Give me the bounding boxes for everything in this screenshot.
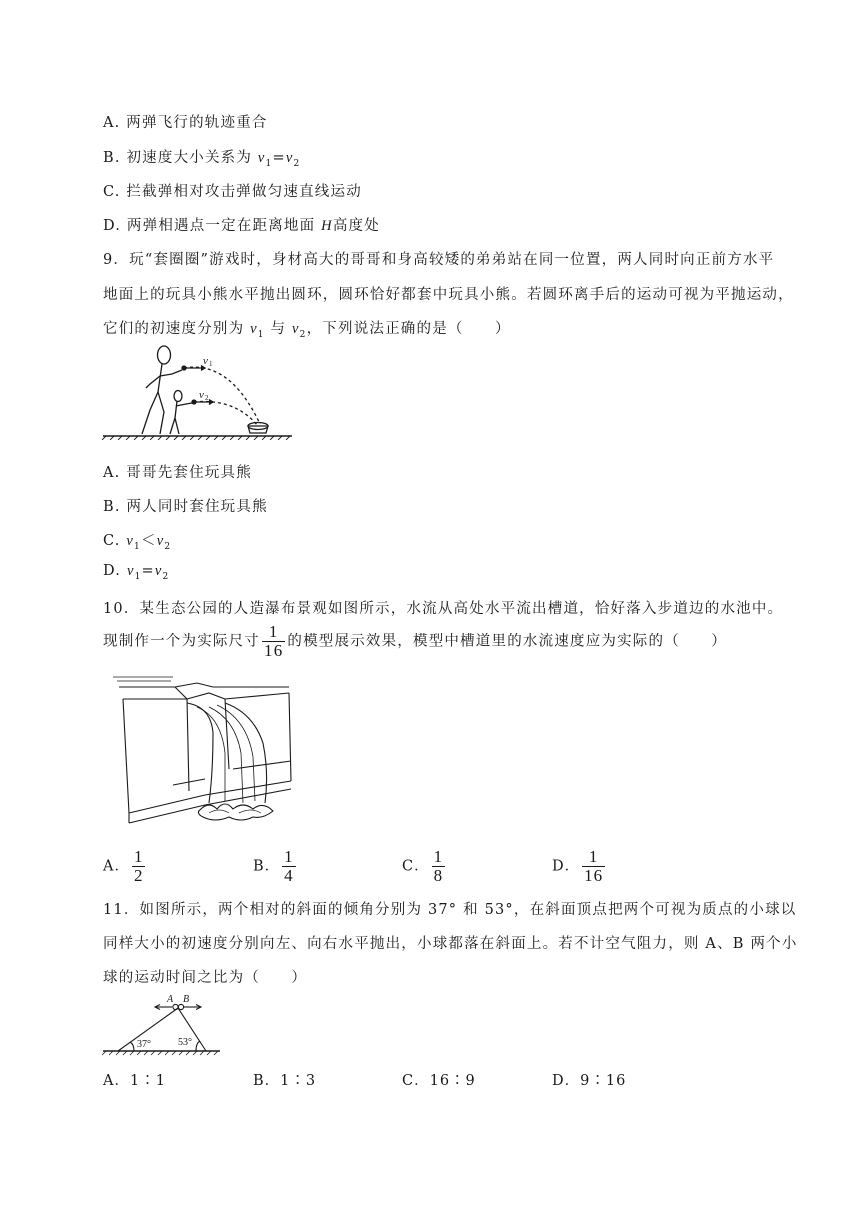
numerator: 1 <box>284 847 294 866</box>
q10-option-b <box>253 848 298 885</box>
q10-option-d <box>552 848 607 885</box>
q11-stem-line3: 球的运动时间之比为（ ） <box>103 970 308 986</box>
q9-text: 与 <box>264 321 293 337</box>
q9-option-b: B. 两人同时套住玩具熊 <box>103 499 268 515</box>
option-label: C． <box>402 858 430 875</box>
q9-stem-line2: 地面上的玩具小熊水平抛出圆环，圆环恰好都套中玩具小熊。若圆环离手后的运动可视为平抛运动， <box>103 287 794 303</box>
sub: 1 <box>265 158 273 169</box>
var-v: v <box>126 533 135 549</box>
numerator: 1 <box>133 847 144 866</box>
q11-option-a: A．1∶1 <box>103 1073 166 1089</box>
q11-fig-angle-53: 53° <box>178 1037 192 1048</box>
fraction <box>582 848 605 885</box>
q9-fig-v1-sub: 1 <box>209 360 213 368</box>
q9-option-d <box>103 563 169 582</box>
var-v: v <box>126 563 135 579</box>
q8-option-d <box>103 214 380 235</box>
q8-option-d-text-end: 高度处 <box>332 218 380 234</box>
less-than: ＜ <box>140 533 157 549</box>
q11-stem-line2: 同样大小的初速度分别向左、向右水平抛出，小球都落在斜面上。若不计空气阻力，则 A、B 两个小 <box>103 936 798 952</box>
q11-option-b: B．1∶3 <box>253 1073 317 1089</box>
q8-option-c: C. 拦截弹相对攻击弹做匀速直线运动 <box>103 184 362 200</box>
denominator: 4 <box>284 865 294 885</box>
equals: = <box>141 563 155 579</box>
q9-fig-v2-sub: 2 <box>205 394 209 402</box>
q9-figure <box>100 340 295 440</box>
q11-fig-label-b: B <box>183 994 190 1005</box>
q10-text: 的模型展示效果，模型中槽道里的水流速度应为实际的（ ） <box>287 633 728 650</box>
var-v: v <box>156 533 165 549</box>
q11-fig-label-a: A <box>167 994 174 1005</box>
sub: 2 <box>162 571 170 582</box>
q10-figure <box>113 673 295 833</box>
var-v: v <box>250 321 258 337</box>
numerator: 1 <box>262 623 285 642</box>
q11-figure <box>100 990 225 1058</box>
q11-stem-line1: 11．如图所示，两个相对的斜面的倾角分别为 37° 和 53°，在斜面顶点把两个可视为质点的小球以 <box>103 902 797 918</box>
q8-option-b: B. 初速度大小关系为 $v_1=v_2$ <box>103 150 301 169</box>
q9-option-c-label: C. <box>103 533 127 549</box>
fraction <box>282 848 296 885</box>
sub: 1 <box>134 541 141 552</box>
q9-fig-v2: v <box>199 389 204 401</box>
option-label: A． <box>103 858 130 875</box>
q11-option-c: C．16∶9 <box>402 1073 476 1089</box>
var-h: H <box>321 218 333 234</box>
var-v: v <box>285 150 294 166</box>
q9-stem-line1: 9．玩“套圈圈”游戏时，身材高大的哥哥和身高较矮的弟弟站在同一位置，两人同时向正前方水平 <box>103 252 775 268</box>
fraction <box>132 848 146 885</box>
fraction <box>432 848 446 885</box>
q9-text: ，下列说法正确的是（ ） <box>306 321 511 337</box>
option-label: B． <box>253 858 281 875</box>
q10-stem-line1: 10．某生态公园的人造瀑布景观如图所示，水流从高处水平流出槽道，恰好落入步道边的水池中。 <box>103 601 784 617</box>
q10-stem-line2 <box>103 623 727 660</box>
numerator: 1 <box>433 847 444 866</box>
q9-stem-line3 <box>103 317 511 340</box>
q9-fig-v1: v <box>203 355 208 367</box>
q10-option-a <box>103 848 147 885</box>
q9-option-a: A. 哥哥先套住玩具熊 <box>103 465 252 481</box>
sub: 1 <box>257 329 265 340</box>
denominator: 16 <box>584 865 604 885</box>
q11-option-d: D．9∶16 <box>552 1073 627 1089</box>
q8-option-d-text: D. 两弹相遇点一定在距离地面 <box>103 218 322 234</box>
sub: 1 <box>134 571 142 582</box>
q10-option-c <box>402 848 447 885</box>
q10-text: 现制作一个为实际尺寸 <box>103 633 260 650</box>
q8-option-b-text: B. 初速度大小关系为 <box>103 150 258 166</box>
option-label: D． <box>552 858 581 875</box>
sub: 2 <box>164 541 172 552</box>
var-v: v <box>257 150 266 166</box>
denominator: 2 <box>133 865 144 885</box>
denominator: 16 <box>264 640 284 660</box>
q8-option-a: A. 两弹飞行的轨迹重合 <box>103 115 268 131</box>
var-v: v <box>292 321 300 337</box>
var-v: v <box>154 563 163 579</box>
denominator: 8 <box>433 865 444 885</box>
numerator: 1 <box>582 848 605 867</box>
q11-fig-angle-37: 37° <box>137 1039 151 1050</box>
q9-option-d-label: D. <box>103 563 127 579</box>
sub: 2 <box>293 158 301 169</box>
sub: 2 <box>299 329 307 340</box>
q9-option-c <box>103 529 171 552</box>
fraction <box>262 623 285 660</box>
q9-text: 它们的初速度分别为 <box>103 321 251 337</box>
